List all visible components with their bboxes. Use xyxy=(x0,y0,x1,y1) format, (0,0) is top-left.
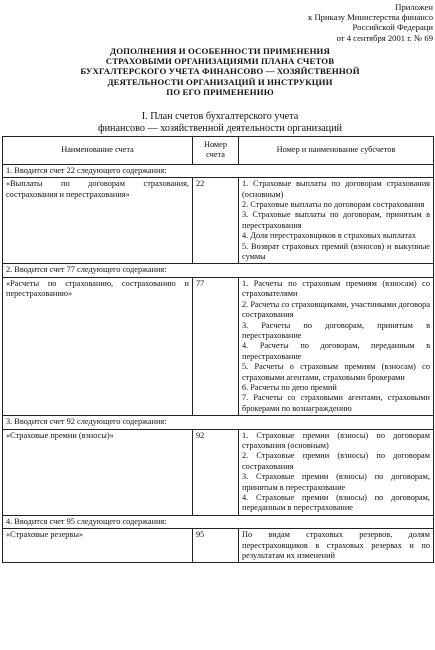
subaccount-item: 1. Расчеты по страховым премиям (взносам) со страхователями xyxy=(242,278,430,299)
subaccount-item: 5. Расчеты о страховым премиям (взносам) со страховыми агентами, страховыми брокерами xyxy=(242,362,430,382)
subaccount-item: 4. Расчеты по договорам, переданным в перестрахование xyxy=(242,341,430,361)
subaccount-item: 5. Возврат страховых премий (взносов) и выкупные суммы xyxy=(242,241,430,262)
annex-line-4: от 4 сентября 2001 г. № 69 xyxy=(336,32,433,43)
table-row xyxy=(3,277,434,415)
subaccounts-cell xyxy=(239,529,434,563)
subaccount-item: 4. Страховые премии (взносы) по договорам, переданным в перестрахование xyxy=(242,493,430,513)
subaccounts-cell xyxy=(239,178,434,264)
document-title xyxy=(20,46,420,97)
header-account-name: Наименование счета xyxy=(3,137,193,165)
table-header-row xyxy=(3,137,434,165)
subaccount-item: 4. Доля перестраховщиков в страховых выплатах xyxy=(242,231,416,241)
subaccounts-cell xyxy=(239,277,434,415)
header-subaccounts: Номер и наименование субсчетов xyxy=(239,137,434,165)
section-heading-row xyxy=(3,416,434,429)
account-number: 95 xyxy=(193,529,239,563)
section-heading-row xyxy=(3,164,434,177)
section-heading: 1. Вводится счет 22 следующего содержания: xyxy=(3,164,434,177)
header-account-number: Номер счета xyxy=(193,137,239,165)
subaccount-item: 7. Расчеты со страховыми агентами, страховыми брокерами по вознаграждению xyxy=(242,393,430,413)
account-name-text: «Выплаты по договорам страхования, сострахования и перестрахования» xyxy=(6,179,189,199)
accounts-table xyxy=(2,136,434,563)
annex-line-3: Российской Федераци xyxy=(352,22,433,33)
subaccount-item: 6. Расчеты по депо премий xyxy=(242,382,337,392)
subaccount-item: 2. Расчеты со страховщиками, участниками договора сострахования xyxy=(242,299,430,320)
subaccounts-cell xyxy=(239,429,434,515)
section-heading-row xyxy=(3,515,434,528)
account-name xyxy=(3,277,193,415)
table-row xyxy=(3,429,434,515)
account-number: 77 xyxy=(193,277,239,415)
account-number: 22 xyxy=(193,178,239,264)
section-heading: 4. Вводится счет 95 следующего содержания: xyxy=(3,515,434,528)
account-name-text: «Расчеты по страхованию, сострахованию и перестрахованию» xyxy=(6,278,189,299)
subaccount-item: 3. Расчеты по договорам, принятым в перестрахование xyxy=(242,320,430,340)
account-name xyxy=(3,529,193,563)
title-line-5: ПО ЕГО ПРИМЕНЕНИЮ xyxy=(166,86,274,97)
subaccount-item: 2. Страховые выплаты по договорам сострахования xyxy=(242,200,425,210)
subaccount-item: По видам страховых резервов, долям перестраховщиков в страховых резервах и по результатам их изменений xyxy=(242,530,430,561)
account-name xyxy=(3,178,193,264)
plan-heading-line-2: финансово — хозяйственной деятельности организаций xyxy=(98,123,342,134)
table-row xyxy=(3,178,434,264)
annex-line-2: к Приказу Министерства финансо xyxy=(308,12,433,23)
title-line-1: ДОПОЛНЕНИЯ И ОСОБЕННОСТИ ПРИМЕНЕНИЯ xyxy=(110,46,330,56)
section-heading: 3. Вводится счет 92 следующего содержания: xyxy=(3,416,434,429)
plan-heading xyxy=(20,111,420,135)
annex-line-1: Приложен xyxy=(395,2,433,12)
subaccount-item: 2. Страховые премии (взносы) по договорам сострахования xyxy=(242,451,430,471)
section-heading-row xyxy=(3,264,434,277)
annex-note xyxy=(233,2,433,43)
section-heading: 2. Вводится счет 77 следующего содержания: xyxy=(3,264,434,277)
subaccount-item: 3. Страховые премии (взносы) по договорам, принятым в перестрахование xyxy=(242,472,430,492)
account-name xyxy=(3,429,193,515)
title-line-2: СТРАХОВЫМИ ОРГАНИЗАЦИЯМИ ПЛАНА СЧЕТОВ xyxy=(105,56,335,67)
subaccount-item: 1. Страховые выплаты по договорам страхования (основным) xyxy=(242,179,430,199)
subaccount-item: 1. Страховые премии (взносы) по договорам страхования (основным) xyxy=(242,430,430,450)
account-name-text: «Страховые премии (взносы)» xyxy=(6,430,114,440)
table-row xyxy=(3,529,434,563)
account-name-text: «Страховые резервы» xyxy=(6,530,84,540)
title-line-4: ДЕЯТЕЛЬНОСТИ ОРГАНИЗАЦИЙ И ИНСТРУКЦИИ xyxy=(107,76,333,87)
plan-heading-line-1: I. План счетов бухгалтерского учета xyxy=(141,111,299,122)
subaccount-item: 3. Страховые выплаты по договорам, принятым в перестрахования xyxy=(242,210,430,230)
account-number: 92 xyxy=(193,429,239,515)
title-line-3: БУХГАЛТЕРСКОГО УЧЕТА ФИНАНСОВО — ХОЗЯЙСТВЕННОЙ xyxy=(80,66,360,77)
